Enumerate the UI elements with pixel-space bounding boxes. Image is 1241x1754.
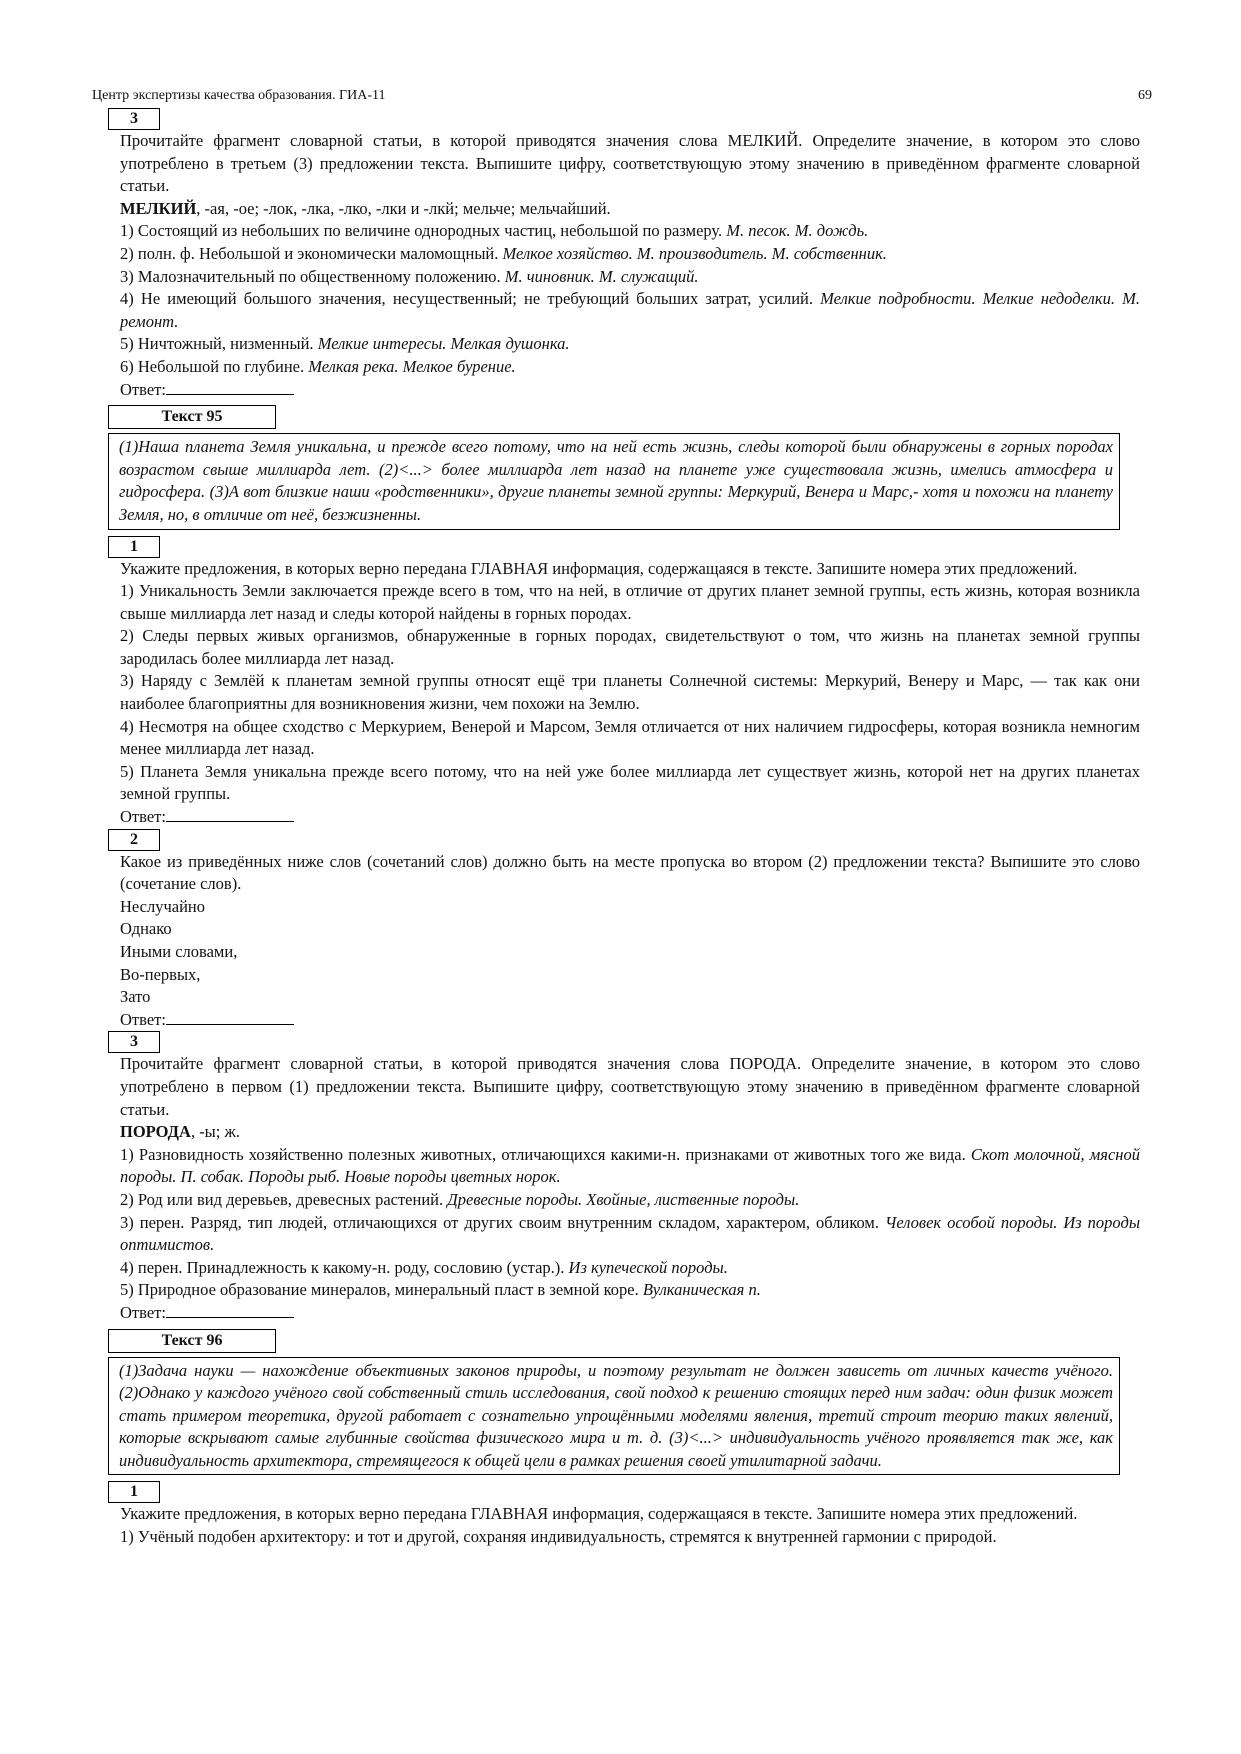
sense-example: Мелкая река. Мелкое бурение.	[308, 356, 516, 376]
task-prompt: Прочитайте фрагмент словарной статьи, в которой приводятся значения слова МЕЛКИЙ. Определите значение, в котором это слово употреблено в третьем (3) предложении текста. Выпишите цифру, соответствующую этому значению в приведённом фрагменте словарной статьи.	[120, 131, 1140, 196]
headword-forms: , -ы; ж.	[190, 1122, 241, 1142]
answer-row	[120, 1009, 1140, 1032]
headword: МЕЛКИЙ	[120, 198, 197, 218]
sense-example: М. чиновник. М. служащий.	[504, 266, 699, 286]
answer-label: Ответ:	[120, 379, 166, 399]
headword: ПОРОДА	[120, 1122, 191, 1142]
option-item: 1) Учёный подобен архитектору: и тот и другой, сохраняя индивидуальность, стремятся к внутренней гармонии с природой.	[120, 1527, 997, 1547]
sense-item	[120, 266, 1140, 289]
sense-item	[120, 220, 1140, 243]
sense-text: 5) Ничтожный, низменный.	[120, 334, 318, 354]
sense-item	[120, 1212, 1140, 1257]
page-header	[92, 88, 1152, 106]
sense-text: 3) Малозначительный по общественному положению.	[120, 266, 505, 286]
header-title: Центр экспертизы качества образования. ГИА-11	[92, 88, 386, 103]
answer-row	[120, 379, 1140, 402]
sense-example: Человек особой породы. Из породы оптимистов.	[120, 1212, 1140, 1255]
answer-blank[interactable]	[166, 807, 294, 822]
task-prompt: Укажите предложения, в которых верно передана ГЛАВНАЯ информация, содержащаяся в тексте. Запишите номера этих предложений.	[120, 558, 1078, 578]
task-prompt: Прочитайте фрагмент словарной статьи, в которой приводятся значения слова ПОРОДА. Определите значение, в котором это слово употреблено в первом (1) предложении текста. Выпишите цифру, соответствующую этому значению в приведённом фрагменте словарной статьи.	[120, 1054, 1140, 1119]
headword-forms: , -ая, -ое; -лок, -лка, -лко, -лки и -лкй; мельче; мельчайший.	[196, 198, 611, 218]
answer-label: Ответ:	[120, 807, 166, 827]
option-item: 4) Несмотря на общее сходство с Меркурием, Венерой и Марсом, Земля отличается от них наличием гидросферы, которая возникла немногим менее миллиарда лет назад.	[120, 716, 1140, 759]
page-number: 69	[1138, 88, 1152, 103]
sense-example: Мелкое хозяйство. М. производитель. М. собственник.	[502, 243, 887, 263]
option-item: 5) Планета Земля уникальна прежде всего потому, что на ней уже более миллиарда лет существует жизнь, которой нет на других планетах земной группы.	[120, 761, 1140, 804]
option-item: Неслучайно	[120, 896, 205, 916]
text-title: Текст 95	[108, 405, 276, 429]
sense-item	[120, 1144, 1140, 1189]
sense-item	[120, 1279, 1140, 1302]
sense-item	[120, 288, 1140, 333]
sense-item	[120, 243, 1140, 266]
task-number: 3	[108, 108, 160, 130]
option-item: 2) Следы первых живых организмов, обнаруженные в горных породах, свидетельствуют о том, что жизнь на планетах земной группы зародилась более миллиарда лет назад.	[120, 626, 1140, 668]
answer-blank[interactable]	[166, 1010, 294, 1025]
sense-example: Вулканическая п.	[642, 1280, 761, 1300]
option-item: 1) Уникальность Земли заключается прежде всего в том, что на ней, в отличие от других планет земной группы, есть жизнь, которая возникла свыше миллиарда лет назад и следы которой найдены в горных породах.	[120, 581, 1140, 623]
sense-text: 2) Род или вид деревьев, древесных растений.	[120, 1189, 448, 1209]
task-number: 1	[108, 1481, 160, 1503]
task-number: 3	[108, 1031, 160, 1053]
task-number: 1	[108, 536, 160, 558]
sense-text: 5) Природное образование минералов, минеральный пласт в земной коре.	[120, 1280, 643, 1300]
answer-label: Ответ:	[120, 1302, 166, 1322]
sense-item	[120, 1257, 1140, 1280]
task-prompt: Какое из приведённых ниже слов (сочетаний слов) должно быть на месте пропуска во втором (2) предложении текста? Выпишите это слово (сочетание слов).	[120, 851, 1140, 894]
sense-text: 4) Не имеющий большого значения, несущественный; не требующий больших затрат, усилий.	[120, 289, 821, 309]
sense-item	[120, 1189, 1140, 1212]
option-item: Иными словами,	[120, 942, 238, 961]
sense-example: М. песок. М. дождь.	[726, 221, 869, 241]
sense-example: Мелкие подробности. Мелкие недоделки. М. ремонт.	[120, 289, 1140, 331]
sense-text: 1) Разновидность хозяйственно полезных животных, отличающихся какими-н. признаками от животных того же вида.	[120, 1144, 971, 1164]
answer-blank[interactable]	[166, 1303, 294, 1318]
text-excerpt: (1)Задача науки — нахождение объективных законов природы, и поэтому результат не должен зависеть от личных качеств учёного. (2)Однако у каждого учёного свой собственный стиль исследования, свой подход к решению стоящих перед ним задач: один физик может стать примером теоретика, другой работает с сознательно упрощёнными моделями явления, третий строит теорию таких явлений, которые вскрывают самые глубинные свойства физического мира и т. д. (3)<...> индивидуальность учёного проявляется так же, как индивидуальность архитектора, стремящегося к общей цели в рамках решения своей утилитарной задачи.	[108, 1357, 1120, 1476]
answer-blank[interactable]	[166, 380, 294, 395]
page-content	[120, 108, 1140, 1549]
dictionary-entry-head	[120, 1121, 1140, 1144]
sense-example: Скот молочной, мясной породы. П. собак. Породы рыб. Новые породы цветных норок.	[120, 1144, 1140, 1187]
sense-text: 1) Состоящий из небольших по величине однородных частиц, небольшой по размеру.	[120, 221, 727, 241]
task-prompt: Укажите предложения, в которых верно передана ГЛАВНАЯ информация, содержащаяся в тексте. Запишите номера этих предложений.	[120, 1504, 1078, 1524]
task-number: 2	[108, 829, 160, 851]
sense-text: 6) Небольшой по глубине.	[120, 356, 309, 376]
option-item: Во-первых,	[120, 964, 201, 984]
answer-row	[120, 1302, 1140, 1325]
dictionary-entry-head	[120, 198, 1140, 221]
answer-label: Ответ:	[120, 1009, 166, 1029]
sense-text: 4) перен. Принадлежность к какому-н. роду, сословию (устар.).	[120, 1257, 569, 1277]
sense-text: 3) перен. Разряд, тип людей, отличающихся от других своим внутренним складом, характером, обликом.	[120, 1212, 885, 1232]
sense-example: Из купеческой породы.	[568, 1257, 728, 1277]
text-title: Текст 96	[108, 1329, 276, 1353]
option-item: Однако	[120, 919, 172, 939]
option-item: Зато	[120, 987, 151, 1007]
text-excerpt: (1)Наша планета Земля уникальна, и прежде всего потому, что на ней есть жизнь, следы которой были обнаружены в горных породах возрастом свыше миллиарда лет. (2)<...> более миллиарда лет назад на планете уже существовала жизнь, имелись атмосфера и гидросфера. (3)А вот близкие наши «родственники», другие планеты земной группы: Меркурий, Венера и Марс,- хотя и похожи на планету Земля, но, в отличие от неё, безжизненны.	[108, 433, 1120, 529]
sense-text: 2) полн. ф. Небольшой и экономически маломощный.	[120, 243, 503, 263]
option-item: 3) Наряду с Землёй к планетам земной группы относят ещё три планеты Солнечной системы: Меркурий, Венеру и Марс, — так как они наиболее благоприятны для возникновения жизни, чем похожи на Землю.	[120, 671, 1140, 714]
answer-row	[120, 806, 1140, 829]
sense-example: Мелкие интересы. Мелкая душонка.	[317, 334, 570, 354]
sense-item	[120, 333, 1140, 356]
sense-item	[120, 356, 1140, 379]
sense-example: Древесные породы. Хвойные, лиственные породы.	[447, 1189, 800, 1209]
